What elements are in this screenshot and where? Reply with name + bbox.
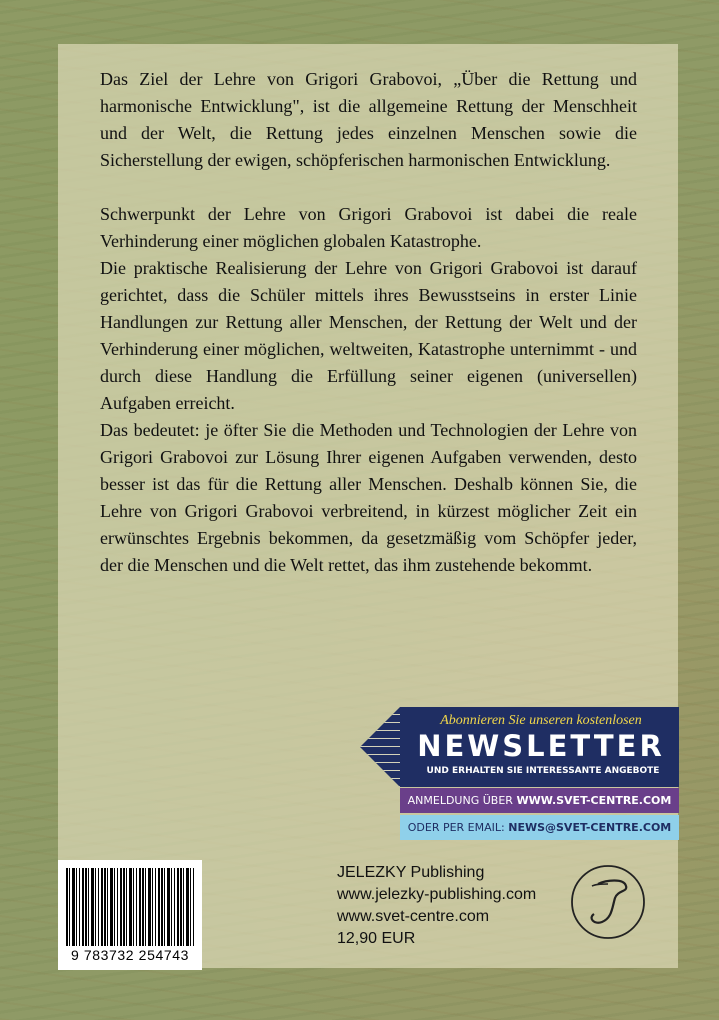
- publisher-logo-icon: [568, 862, 648, 942]
- publisher-name: JELEZKY Publishing: [337, 864, 485, 881]
- paragraph-realization: Die praktische Realisierung der Lehre von Grigori Grabovoi ist darauf gerichtet, dass die Schüler mittels ihres Bewusstseins in erster Linie Handlungen zur Rettung aller Menschen, der Rettung der Welt und der Verhinderung einer möglichen, weltweiten, Katastrophe unternimmt - und durch diese Handlung die Erfüllung seiner eigenen (universellen) Aufgaben erreicht.: [100, 258, 637, 413]
- signup-label: ANMELDUNG ÜBER: [407, 794, 513, 807]
- email-label: ODER PER EMAIL:: [407, 821, 505, 834]
- newsletter-banner[interactable]: [400, 707, 679, 787]
- paragraph-focus: Schwerpunkt der Lehre von Grigori Grabovoi ist dabei die reale Verhinderung einer möglichen globalen Katastrophe.: [100, 204, 637, 251]
- newsletter-signup-bar[interactable]: [400, 788, 679, 813]
- signup-link[interactable]: WWW.SVET-CENTRE.COM: [516, 794, 672, 807]
- price: 12,90 EUR: [337, 930, 416, 947]
- newsletter-email-bar[interactable]: [400, 815, 679, 840]
- paragraph-goal: Das Ziel der Lehre von Grigori Grabovoi, „Über die Rettung und harmonische Entwicklung", ist die allgemeine Rettung der Menschheit und der Welt, die Rettung jedes einzelnen Menschen sowie die Sicherstellung der ewigen, schöpferischen harmonischen Entwicklung.: [100, 69, 637, 170]
- email-link[interactable]: NEWS@SVET-CENTRE.COM: [508, 821, 672, 834]
- publisher-url-svet[interactable]: www.svet-centre.com: [337, 908, 490, 925]
- newsletter-title: NEWSLETTER: [417, 729, 665, 763]
- isbn-number: 9 783732 254743: [71, 947, 189, 963]
- newsletter-tagline: Abonnieren Sie unseren kostenlosen: [440, 713, 642, 728]
- publisher-info: [337, 862, 577, 950]
- barcode-bars: [66, 868, 194, 946]
- paragraph-meaning: Das bedeutet: je öfter Sie die Methoden und Technologien der Lehre von Grigori Grabovoi zur Lösung Ihrer eigenen Aufgaben verwenden, desto besser ist das für die Rettung aller Menschen. Deshalb können Sie, die Lehre von Grigori Grabovoi verbreitend, in kürzest möglicher Zeit ein erwünschtes Ergebnis bekommen, da gesetzmäßig vom Schöpfer jeder, der die Menschen und die Welt rettet, das ihm zustehende bekommt.: [100, 420, 637, 575]
- publisher-url-jelezky[interactable]: www.jelezky-publishing.com: [337, 886, 537, 903]
- newsletter-subtitle: UND ERHALTEN SIE INTERESSANTE ANGEBOTE: [426, 766, 660, 776]
- back-cover-text: [100, 66, 637, 579]
- isbn-barcode: [58, 860, 202, 970]
